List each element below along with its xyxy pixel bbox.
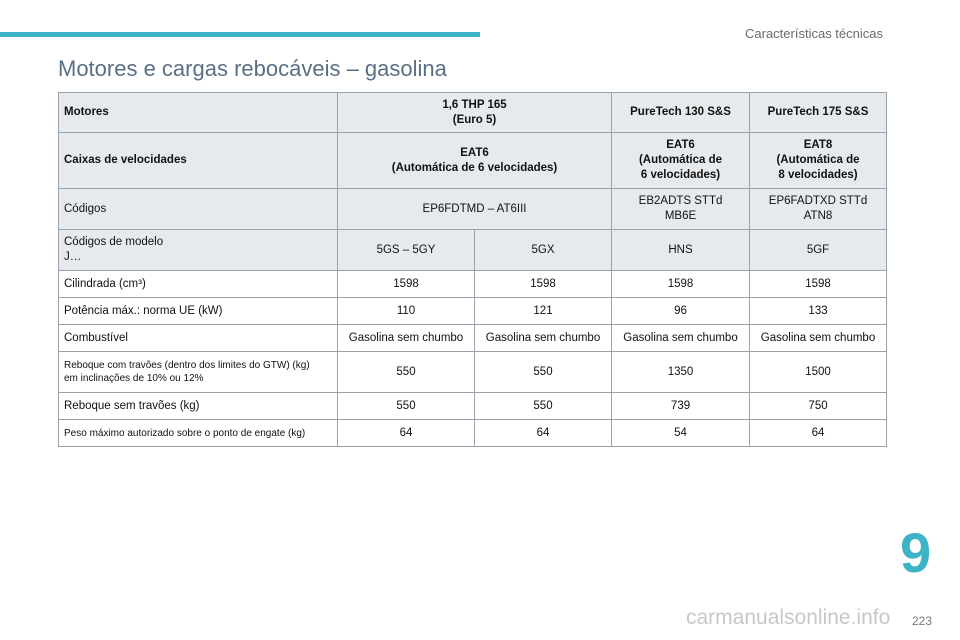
section-title: Características técnicas — [745, 26, 883, 41]
table-cell: EP6FDTMD – AT6III — [338, 189, 612, 230]
table-cell: 550 — [475, 352, 612, 393]
row-label: Cilindrada (cm³) — [59, 271, 338, 298]
header-engine-3: PureTech 175 S&S — [750, 93, 887, 133]
table-cell: EAT8 (Automática de 8 velocidades) — [750, 133, 887, 189]
row-label: Peso máximo autorizado sobre o ponto de engate (kg) — [59, 420, 338, 447]
header-engine-2: PureTech 130 S&S — [612, 93, 750, 133]
table-cell: 64 — [750, 420, 887, 447]
table-row — [59, 230, 887, 271]
page-title: Motores e cargas rebocáveis – gasolina — [58, 56, 447, 81]
row-label: Potência máx.: norma UE (kW) — [59, 298, 338, 325]
table-cell: 750 — [750, 393, 887, 420]
header-engine-1: 1,6 THP 165 (Euro 5) — [338, 93, 612, 133]
table-cell: EB2ADTS STTd MB6E — [612, 189, 750, 230]
table-cell: 64 — [475, 420, 612, 447]
chapter-number: 9 — [900, 521, 932, 584]
table-cell: Gasolina sem chumbo — [475, 325, 612, 352]
watermark: carmanualsonline.info — [686, 606, 891, 629]
row-label: Combustível — [59, 325, 338, 352]
table-row — [59, 393, 887, 420]
table-cell: 739 — [612, 393, 750, 420]
table-cell: 1598 — [612, 271, 750, 298]
table-row — [59, 325, 887, 352]
table-row — [59, 271, 887, 298]
table-cell: 110 — [338, 298, 475, 325]
table-cell: 5GX — [475, 230, 612, 271]
table-row — [59, 133, 887, 189]
table-cell: 121 — [475, 298, 612, 325]
table-cell: 133 — [750, 298, 887, 325]
table-cell: 64 — [338, 420, 475, 447]
table-row — [59, 298, 887, 325]
table-cell: 5GF — [750, 230, 887, 271]
header-accent-bar — [0, 32, 480, 37]
row-label: Códigos de modelo J… — [59, 230, 338, 271]
row-label: Caixas de velocidades — [59, 133, 338, 189]
table-cell: Gasolina sem chumbo — [338, 325, 475, 352]
row-label: Reboque sem travões (kg) — [59, 393, 338, 420]
table-cell: EP6FADTXD STTd ATN8 — [750, 189, 887, 230]
table-cell: EAT6 (Automática de 6 velocidades) — [338, 133, 612, 189]
table-cell: HNS — [612, 230, 750, 271]
page-number: 223 — [912, 614, 933, 628]
table-cell: 550 — [338, 352, 475, 393]
table-cell: 550 — [338, 393, 475, 420]
table-cell: EAT6 (Automática de 6 velocidades) — [612, 133, 750, 189]
table-cell: 1350 — [612, 352, 750, 393]
table-cell: 1500 — [750, 352, 887, 393]
table-cell: 54 — [612, 420, 750, 447]
table-cell: 1598 — [475, 271, 612, 298]
table-cell: 5GS – 5GY — [338, 230, 475, 271]
table-cell: Gasolina sem chumbo — [612, 325, 750, 352]
table-cell: 1598 — [338, 271, 475, 298]
row-label: Códigos — [59, 189, 338, 230]
table-cell: 1598 — [750, 271, 887, 298]
header-label: Motores — [59, 93, 338, 133]
table-cell: 96 — [612, 298, 750, 325]
table-cell: Gasolina sem chumbo — [750, 325, 887, 352]
row-label: Reboque com travões (dentro dos limites do GTW) (kg) em inclinações de 10% ou 12% — [59, 352, 338, 393]
table-row — [59, 420, 887, 447]
table-row — [59, 352, 887, 393]
specs-table — [58, 92, 887, 447]
table-cell: 550 — [475, 393, 612, 420]
table-row — [59, 189, 887, 230]
table-header-row — [59, 93, 887, 133]
